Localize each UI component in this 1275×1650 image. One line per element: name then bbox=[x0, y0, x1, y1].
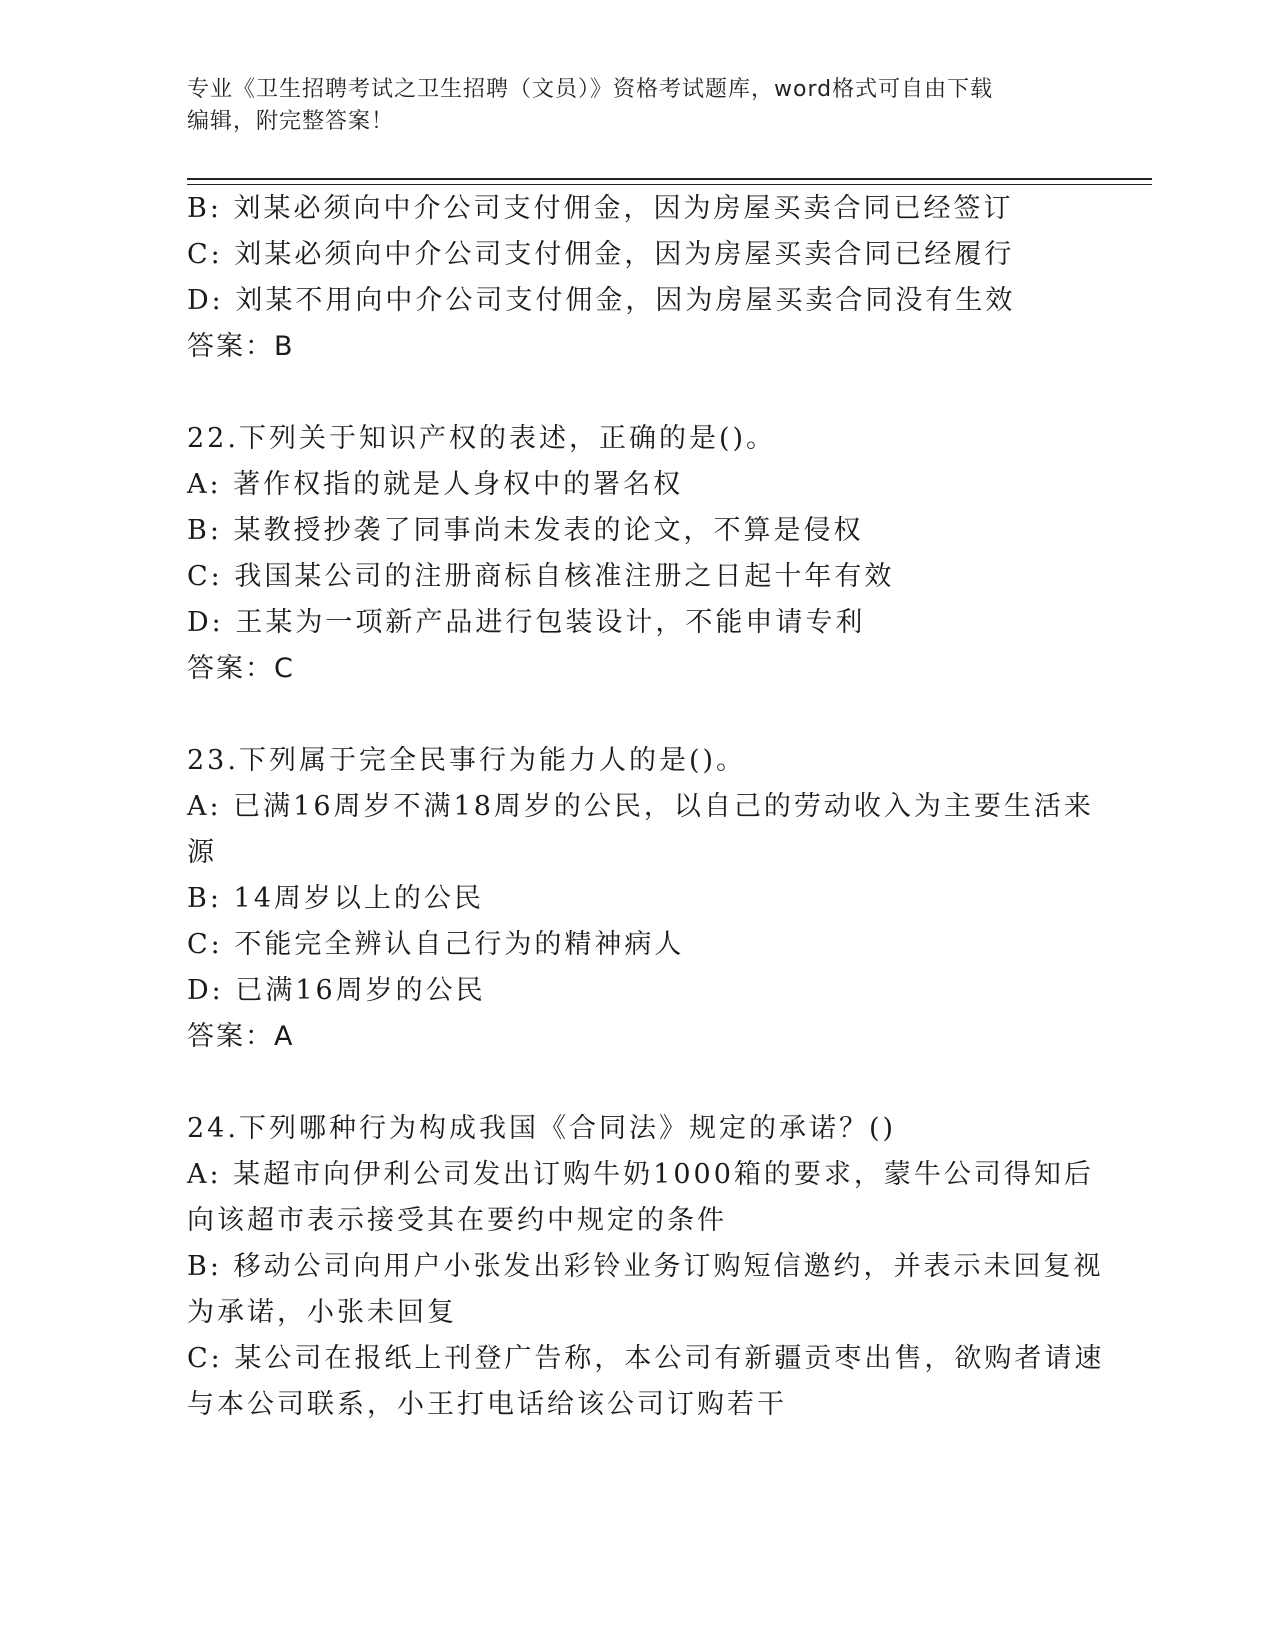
q24-option-b-line-1: B: 移动公司向用户小张发出彩铃业务订购短信邀约，并表示未回复视 bbox=[187, 1251, 1104, 1282]
q21-option-b: B: 刘某必须向中介公司支付佣金，因为房屋买卖合同已经签订 bbox=[187, 193, 1014, 224]
header-title-line-1: 专业《卫生招聘考试之卫生招聘（文员）》资格考试题库，word格式可自由下载 bbox=[187, 77, 994, 102]
question-21-block bbox=[187, 186, 1087, 370]
q22-question: 22.下列关于知识产权的表述，正确的是()。 bbox=[187, 423, 777, 454]
q24-option-c-line-2: 与本公司联系，小王打电话给该公司订购若干 bbox=[187, 1389, 787, 1420]
header-rule-thin bbox=[187, 184, 1152, 185]
q22-option-c: C: 我国某公司的注册商标自核准注册之日起十年有效 bbox=[187, 561, 895, 592]
q23-question: 23.下列属于完全民事行为能力人的是()。 bbox=[187, 745, 747, 776]
q22-option-b: B: 某教授抄袭了同事尚未发表的论文，不算是侵权 bbox=[187, 515, 864, 546]
q23-option-d: D: 已满16周岁的公民 bbox=[187, 975, 486, 1006]
q22-answer: 答案：C bbox=[187, 653, 295, 684]
q23-option-b: B: 14周岁以上的公民 bbox=[187, 883, 484, 914]
question-24-block bbox=[187, 1106, 1105, 1428]
spacer bbox=[187, 370, 1087, 416]
q24-question: 24.下列哪种行为构成我国《合同法》规定的承诺？() bbox=[187, 1113, 897, 1144]
spacer bbox=[187, 1060, 1087, 1106]
document-header bbox=[187, 74, 1067, 138]
q24-option-a-line-2: 向该超市表示接受其在要约中规定的条件 bbox=[187, 1205, 727, 1236]
q23-option-c: C: 不能完全辨认自己行为的精神病人 bbox=[187, 929, 685, 960]
q23-option-a-line-1: A: 已满16周岁不满18周岁的公民，以自己的劳动收入为主要生活来 bbox=[187, 791, 1094, 822]
q24-option-b-line-2: 为承诺，小张未回复 bbox=[187, 1297, 457, 1328]
q21-option-d: D: 刘某不用向中介公司支付佣金，因为房屋买卖合同没有生效 bbox=[187, 285, 1016, 316]
q23-option-a-line-2: 源 bbox=[187, 837, 217, 868]
header-rule-thick bbox=[187, 178, 1152, 180]
q23-answer: 答案：A bbox=[187, 1021, 295, 1052]
q21-option-c: C: 刘某必须向中介公司支付佣金，因为房屋买卖合同已经履行 bbox=[187, 239, 1015, 270]
question-content bbox=[187, 186, 1105, 1428]
header-title-line-2: 编辑，附完整答案！ bbox=[187, 109, 395, 134]
q24-option-c-line-1: C: 某公司在报纸上刊登广告称，本公司有新疆贡枣出售，欲购者请速 bbox=[187, 1343, 1105, 1374]
q22-option-a: A: 著作权指的就是人身权中的署名权 bbox=[187, 469, 684, 500]
q21-answer: 答案：B bbox=[187, 331, 295, 362]
question-22-block bbox=[187, 416, 1087, 692]
spacer bbox=[187, 692, 1087, 738]
q22-option-d: D: 王某为一项新产品进行包装设计，不能申请专利 bbox=[187, 607, 866, 638]
question-23-block bbox=[187, 738, 1094, 1060]
q24-option-a-line-1: A: 某超市向伊利公司发出订购牛奶1000箱的要求，蒙牛公司得知后 bbox=[187, 1159, 1094, 1190]
